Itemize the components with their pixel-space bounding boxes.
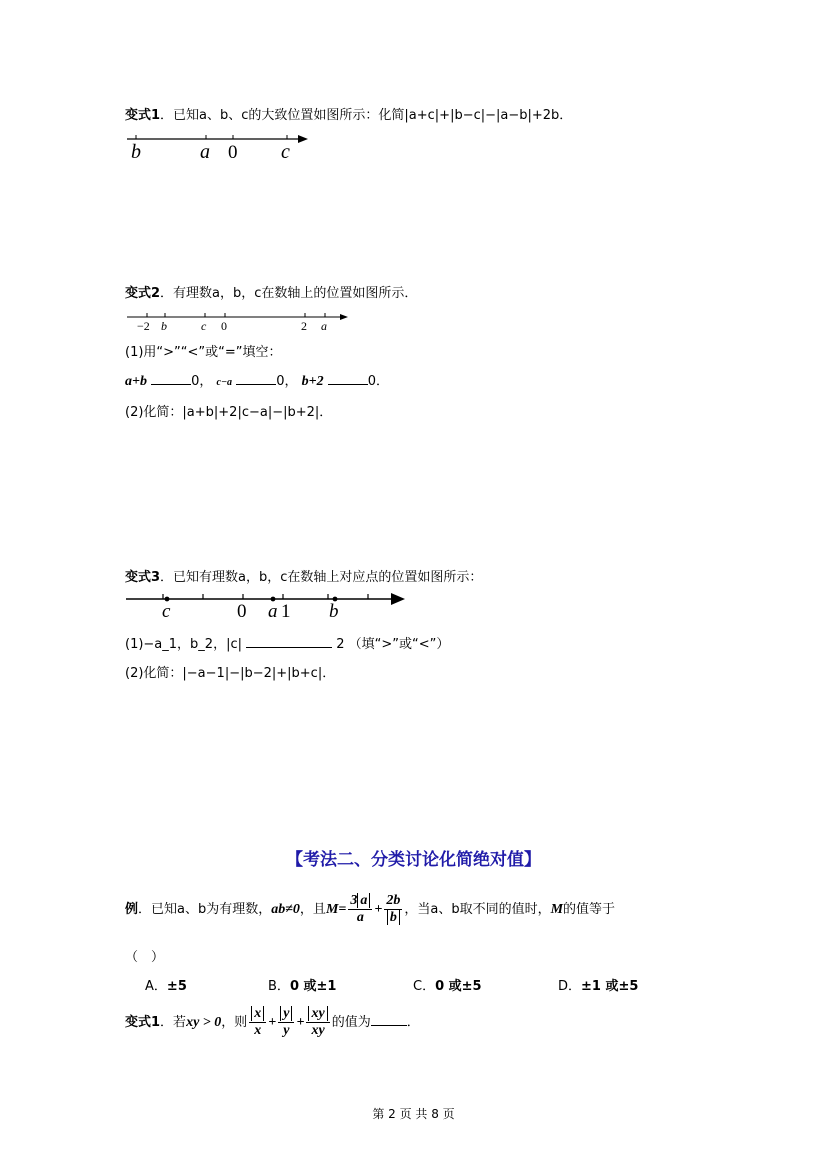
variant1-label: 变式1 <box>125 108 161 123</box>
v2-zero-3: 0． <box>367 374 390 389</box>
v2-blank-2[interactable] <box>236 372 276 385</box>
v3-tick-0: 0 <box>237 601 247 622</box>
variant2-number-line <box>125 309 355 335</box>
v2-tick-0: 0 <box>221 319 227 333</box>
v2-expr-3: b+2 <box>301 374 324 389</box>
v2-tick-a: a <box>321 319 327 333</box>
variant2-part1: (1)用“>”“<”或“=”填空： <box>125 345 282 360</box>
v1-tick-0: 0 <box>228 142 238 163</box>
v2-zero-2: 0， <box>276 374 298 389</box>
v3-blank[interactable] <box>246 635 332 648</box>
variant4-text-a: ．若 <box>160 1015 187 1030</box>
v3-part1-text: (1)−a_1，b_2，|c| <box>125 637 242 652</box>
variant3-question <box>125 566 482 585</box>
v2-tick-neg2: −2 <box>137 319 150 333</box>
variant2-fill-row <box>125 370 389 390</box>
variant1-number-line <box>125 126 315 166</box>
variant3-text: ．已知有理数a，b，c在数轴上对应点的位置如图所示： <box>160 570 483 585</box>
variant2-part2: (2)化简：|a+b|+2|c−a|−|b+2|． <box>125 405 333 420</box>
variant1-question <box>125 104 572 123</box>
v3-part1-tail: 2 （填“>”或“<”） <box>336 637 450 652</box>
v2-expr-2: c−a <box>216 377 233 388</box>
example-answer-paren: （ ） <box>125 950 165 965</box>
variant4-cond: xy > 0 <box>186 1015 222 1030</box>
v3-tick-a: a <box>268 601 278 622</box>
example-option-c[interactable]: C．0 或±5 <box>413 979 482 994</box>
v1-tick-a: a <box>200 141 210 163</box>
variant4-text-b: ，则 <box>221 1015 248 1030</box>
example-option-a[interactable]: A．±5 <box>145 979 187 994</box>
v3-tick-b: b <box>329 601 339 622</box>
page-footer: 第 2 页 共 8 页 <box>372 1107 455 1121</box>
variant2-question <box>125 282 417 301</box>
example-label: 例 <box>125 902 139 917</box>
variant2-label: 变式2 <box>125 286 161 301</box>
section-title: 【考法二、分类讨论化简绝对值】 <box>286 850 541 870</box>
example-frac-2: $\frac{2b}{b}$ <box>386 893 401 925</box>
variant4-blank[interactable] <box>371 1013 407 1026</box>
example-M: M <box>550 902 564 917</box>
example-text-b: ，且 <box>299 902 326 917</box>
v2-zero-1: 0， <box>191 374 213 389</box>
variant4-text-c: 的值为 <box>331 1015 371 1030</box>
v2-tick-b: b <box>161 319 167 333</box>
v2-blank-1[interactable] <box>151 372 191 385</box>
example-text-d: 的值等于 <box>563 902 616 917</box>
v2-blank-3[interactable] <box>328 372 368 385</box>
example-text-a: ．已知a、b为有理数， <box>138 902 272 917</box>
variant2-text: ．有理数a，b，c在数轴上的位置如图所示． <box>160 286 418 301</box>
v2-tick-2: 2 <box>301 319 307 333</box>
example-option-d[interactable]: D．±1 或±5 <box>558 979 639 994</box>
v1-tick-c: c <box>281 141 290 163</box>
example-text-c: ，当a、b取不同的值时， <box>404 902 551 917</box>
variant4-label: 变式1 <box>125 1015 161 1030</box>
variant3-number-line <box>125 588 415 622</box>
example-formula-lhs: M= <box>325 902 347 917</box>
example-question: 例．已知a、b为有理数，ab≠0，且M= $\frac{3 a}{a}$ + $\frac{2b}{b}$ ，当a、b取不同的值时，M的值等于 <box>125 893 616 925</box>
v2-expr-1: a+b <box>125 374 147 389</box>
variant4-question: 变式1．若xy > 0，则 $\frac{x}{x}$ + $\frac{y}{y}$ + $\frac{xy}{xy}$ 的值为 ． <box>125 1006 420 1038</box>
variant3-part1 <box>125 633 449 652</box>
v1-tick-b: b <box>131 141 141 163</box>
variant3-label: 变式3 <box>125 570 161 585</box>
example-option-b[interactable]: B．0 或±1 <box>268 979 337 994</box>
variant1-text: ．已知a、b、c的大致位置如图所示：化简|a+c|+|b−c|−|a−b|+2b． <box>160 108 573 123</box>
v3-tick-1: 1 <box>281 601 291 622</box>
example-frac-1: $\frac{3 a}{a}$ <box>348 893 372 926</box>
v3-tick-c: c <box>162 601 171 622</box>
variant3-part2: (2)化简：|−a−1|−|b−2|+|b+c|． <box>125 666 336 681</box>
v2-tick-c: c <box>201 319 207 333</box>
example-cond: ab≠0 <box>271 902 300 917</box>
